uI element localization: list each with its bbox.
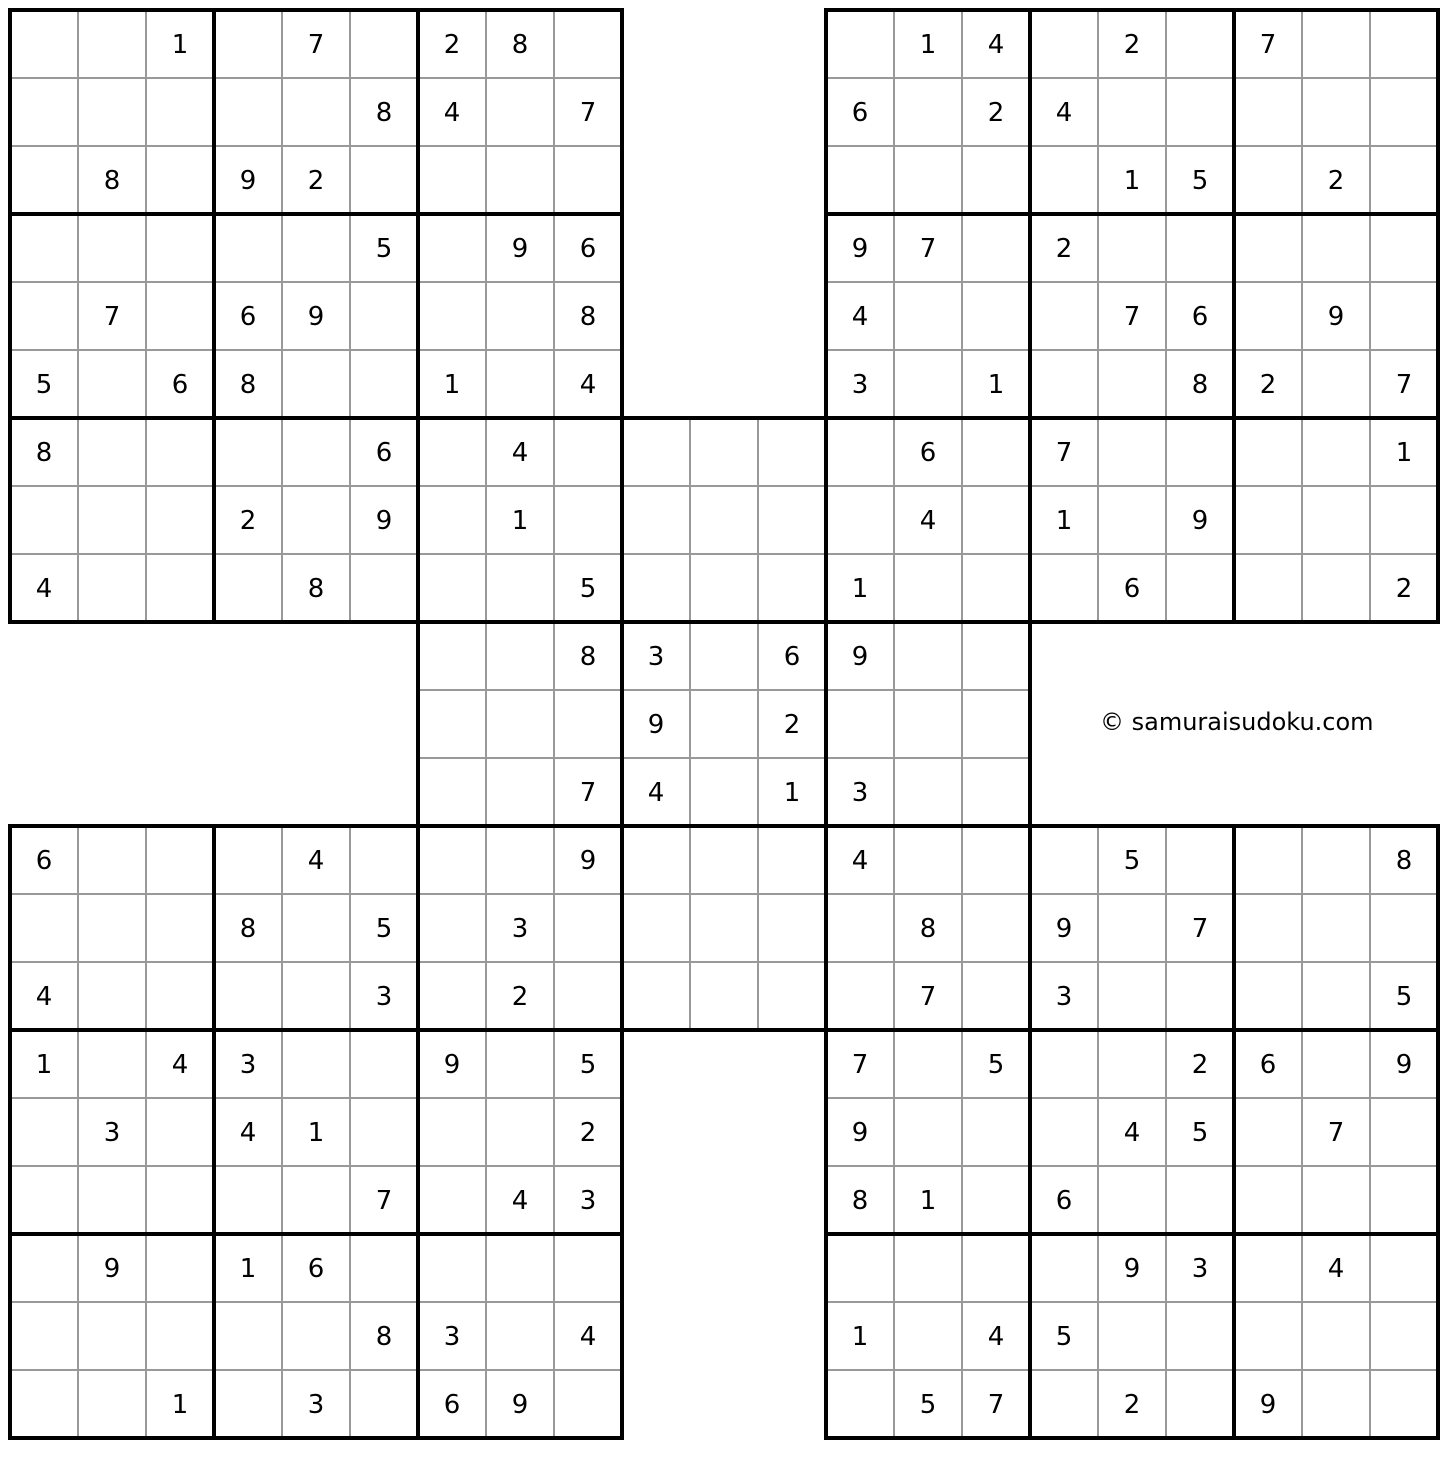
given-digit: 7 [1191,914,1209,944]
given-digit: 9 [1191,506,1209,536]
given-digit: 3 [103,1118,121,1148]
given-digit: 9 [511,234,529,264]
given-digit: 3 [511,914,529,944]
given-digit: 6 [1191,302,1209,332]
given-digit: 6 [1123,574,1141,604]
given-digit: 5 [987,1050,1005,1080]
given-digit: 6 [171,370,189,400]
given-digit: 3 [375,982,393,1012]
given-digit: 5 [1191,166,1209,196]
given-digit: 9 [851,1118,869,1148]
given-digit: 2 [783,710,801,740]
given-digit: 1 [35,1050,53,1080]
given-digit: 2 [307,166,325,196]
given-digit: 7 [1259,30,1277,60]
given-digit: 1 [1055,506,1073,536]
given-digit: 2 [511,982,529,1012]
given-digit: 2 [1123,30,1141,60]
given-digit: 1 [443,370,461,400]
given-digit: 9 [579,846,597,876]
given-digit: 4 [647,778,665,808]
given-digit: 1 [239,1254,257,1284]
given-digit: 9 [851,234,869,264]
given-digit: 4 [1055,98,1073,128]
given-digit: 9 [375,506,393,536]
given-digit: 4 [511,438,529,468]
given-digit: 1 [987,370,1005,400]
given-digit: 8 [307,574,325,604]
given-digit: 7 [1395,370,1413,400]
given-digit: 8 [511,30,529,60]
given-digit: 3 [307,1390,325,1420]
given-digit: 7 [919,234,937,264]
given-digit: 1 [851,1322,869,1352]
given-digit: 8 [239,370,257,400]
given-digit: 7 [851,1050,869,1080]
given-digit: 1 [1395,438,1413,468]
given-digit: 6 [35,846,53,876]
given-digit: 1 [1123,166,1141,196]
given-digit: 8 [579,642,597,672]
given-digit: 3 [647,642,665,672]
given-digit: 2 [1191,1050,1209,1080]
given-digit: 1 [919,1186,937,1216]
given-digit: 8 [375,98,393,128]
given-digit: 1 [511,506,529,536]
given-digit: 8 [103,166,121,196]
given-digit: 9 [1395,1050,1413,1080]
given-digit: 7 [307,30,325,60]
given-digit: 2 [579,1118,597,1148]
given-digit: 5 [1123,846,1141,876]
given-digit: 2 [443,30,461,60]
given-digit: 5 [579,574,597,604]
given-digit: 4 [511,1186,529,1216]
given-digit: 9 [851,642,869,672]
given-digit: 3 [443,1322,461,1352]
given-digit: 9 [1327,302,1345,332]
given-digit: 6 [579,234,597,264]
given-digit: 9 [1055,914,1073,944]
given-digit: 6 [1259,1050,1277,1080]
given-digit: 1 [919,30,937,60]
given-digit: 2 [1123,1390,1141,1420]
given-digit: 6 [375,438,393,468]
given-digit: 5 [1055,1322,1073,1352]
given-digit: 4 [1123,1118,1141,1148]
given-digit: 9 [103,1254,121,1284]
given-digit: 3 [1191,1254,1209,1284]
given-digit: 6 [239,302,257,332]
given-digit: 5 [579,1050,597,1080]
given-digit: 6 [1055,1186,1073,1216]
given-digit: 5 [1191,1118,1209,1148]
given-digit: 6 [443,1390,461,1420]
given-digit: 4 [987,30,1005,60]
given-digit: 7 [919,982,937,1012]
given-digit: 4 [579,1322,597,1352]
given-digit: 3 [579,1186,597,1216]
given-digit: 2 [1327,166,1345,196]
given-digit: 8 [375,1322,393,1352]
given-digit: 6 [783,642,801,672]
given-digit: 8 [35,438,53,468]
given-digit: 2 [987,98,1005,128]
given-digit: 4 [307,846,325,876]
given-digit: 5 [919,1390,937,1420]
given-digit: 2 [1055,234,1073,264]
given-digit: 5 [35,370,53,400]
given-digit: 9 [647,710,665,740]
given-digit: 8 [239,914,257,944]
copyright-text: © samuraisudoku.com [1100,708,1374,736]
given-digit: 4 [239,1118,257,1148]
given-digit: 9 [307,302,325,332]
given-digit: 7 [375,1186,393,1216]
given-digit: 6 [851,98,869,128]
given-digit: 2 [1259,370,1277,400]
given-digit: 9 [239,166,257,196]
given-digit: 9 [1259,1390,1277,1420]
given-digit: 8 [1395,846,1413,876]
given-digit: 4 [579,370,597,400]
given-digit: 3 [851,778,869,808]
given-digit: 1 [783,778,801,808]
given-digit: 9 [511,1390,529,1420]
given-digit: 1 [171,1390,189,1420]
given-digit: 4 [1327,1254,1345,1284]
given-digit: 4 [35,982,53,1012]
given-digit: 7 [1327,1118,1345,1148]
given-digit: 4 [987,1322,1005,1352]
given-digit: 7 [579,778,597,808]
given-digit: 7 [987,1390,1005,1420]
given-digit: 2 [239,506,257,536]
given-digit: 4 [919,506,937,536]
given-digit: 5 [375,914,393,944]
given-digit: 3 [239,1050,257,1080]
given-digit: 4 [851,846,869,876]
given-digit: 3 [1055,982,1073,1012]
given-digit: 8 [579,302,597,332]
given-digit: 4 [171,1050,189,1080]
given-digit: 9 [1123,1254,1141,1284]
given-digit: 6 [307,1254,325,1284]
given-digit: 7 [1055,438,1073,468]
given-digit: 5 [375,234,393,264]
given-digit: 1 [851,574,869,604]
given-digit: 7 [579,98,597,128]
given-digit: 4 [35,574,53,604]
given-digit: 7 [1123,302,1141,332]
given-digit: 2 [1395,574,1413,604]
given-digit: 1 [307,1118,325,1148]
given-digit: 6 [919,438,937,468]
given-digit: 8 [851,1186,869,1216]
given-digit: 5 [1395,982,1413,1012]
given-digit: 8 [919,914,937,944]
given-digit: 8 [1191,370,1209,400]
given-digit: 3 [851,370,869,400]
given-digit: 7 [103,302,121,332]
given-digit: 4 [443,98,461,128]
given-digit: 4 [851,302,869,332]
given-digit: 1 [171,30,189,60]
given-digit: 9 [443,1050,461,1080]
